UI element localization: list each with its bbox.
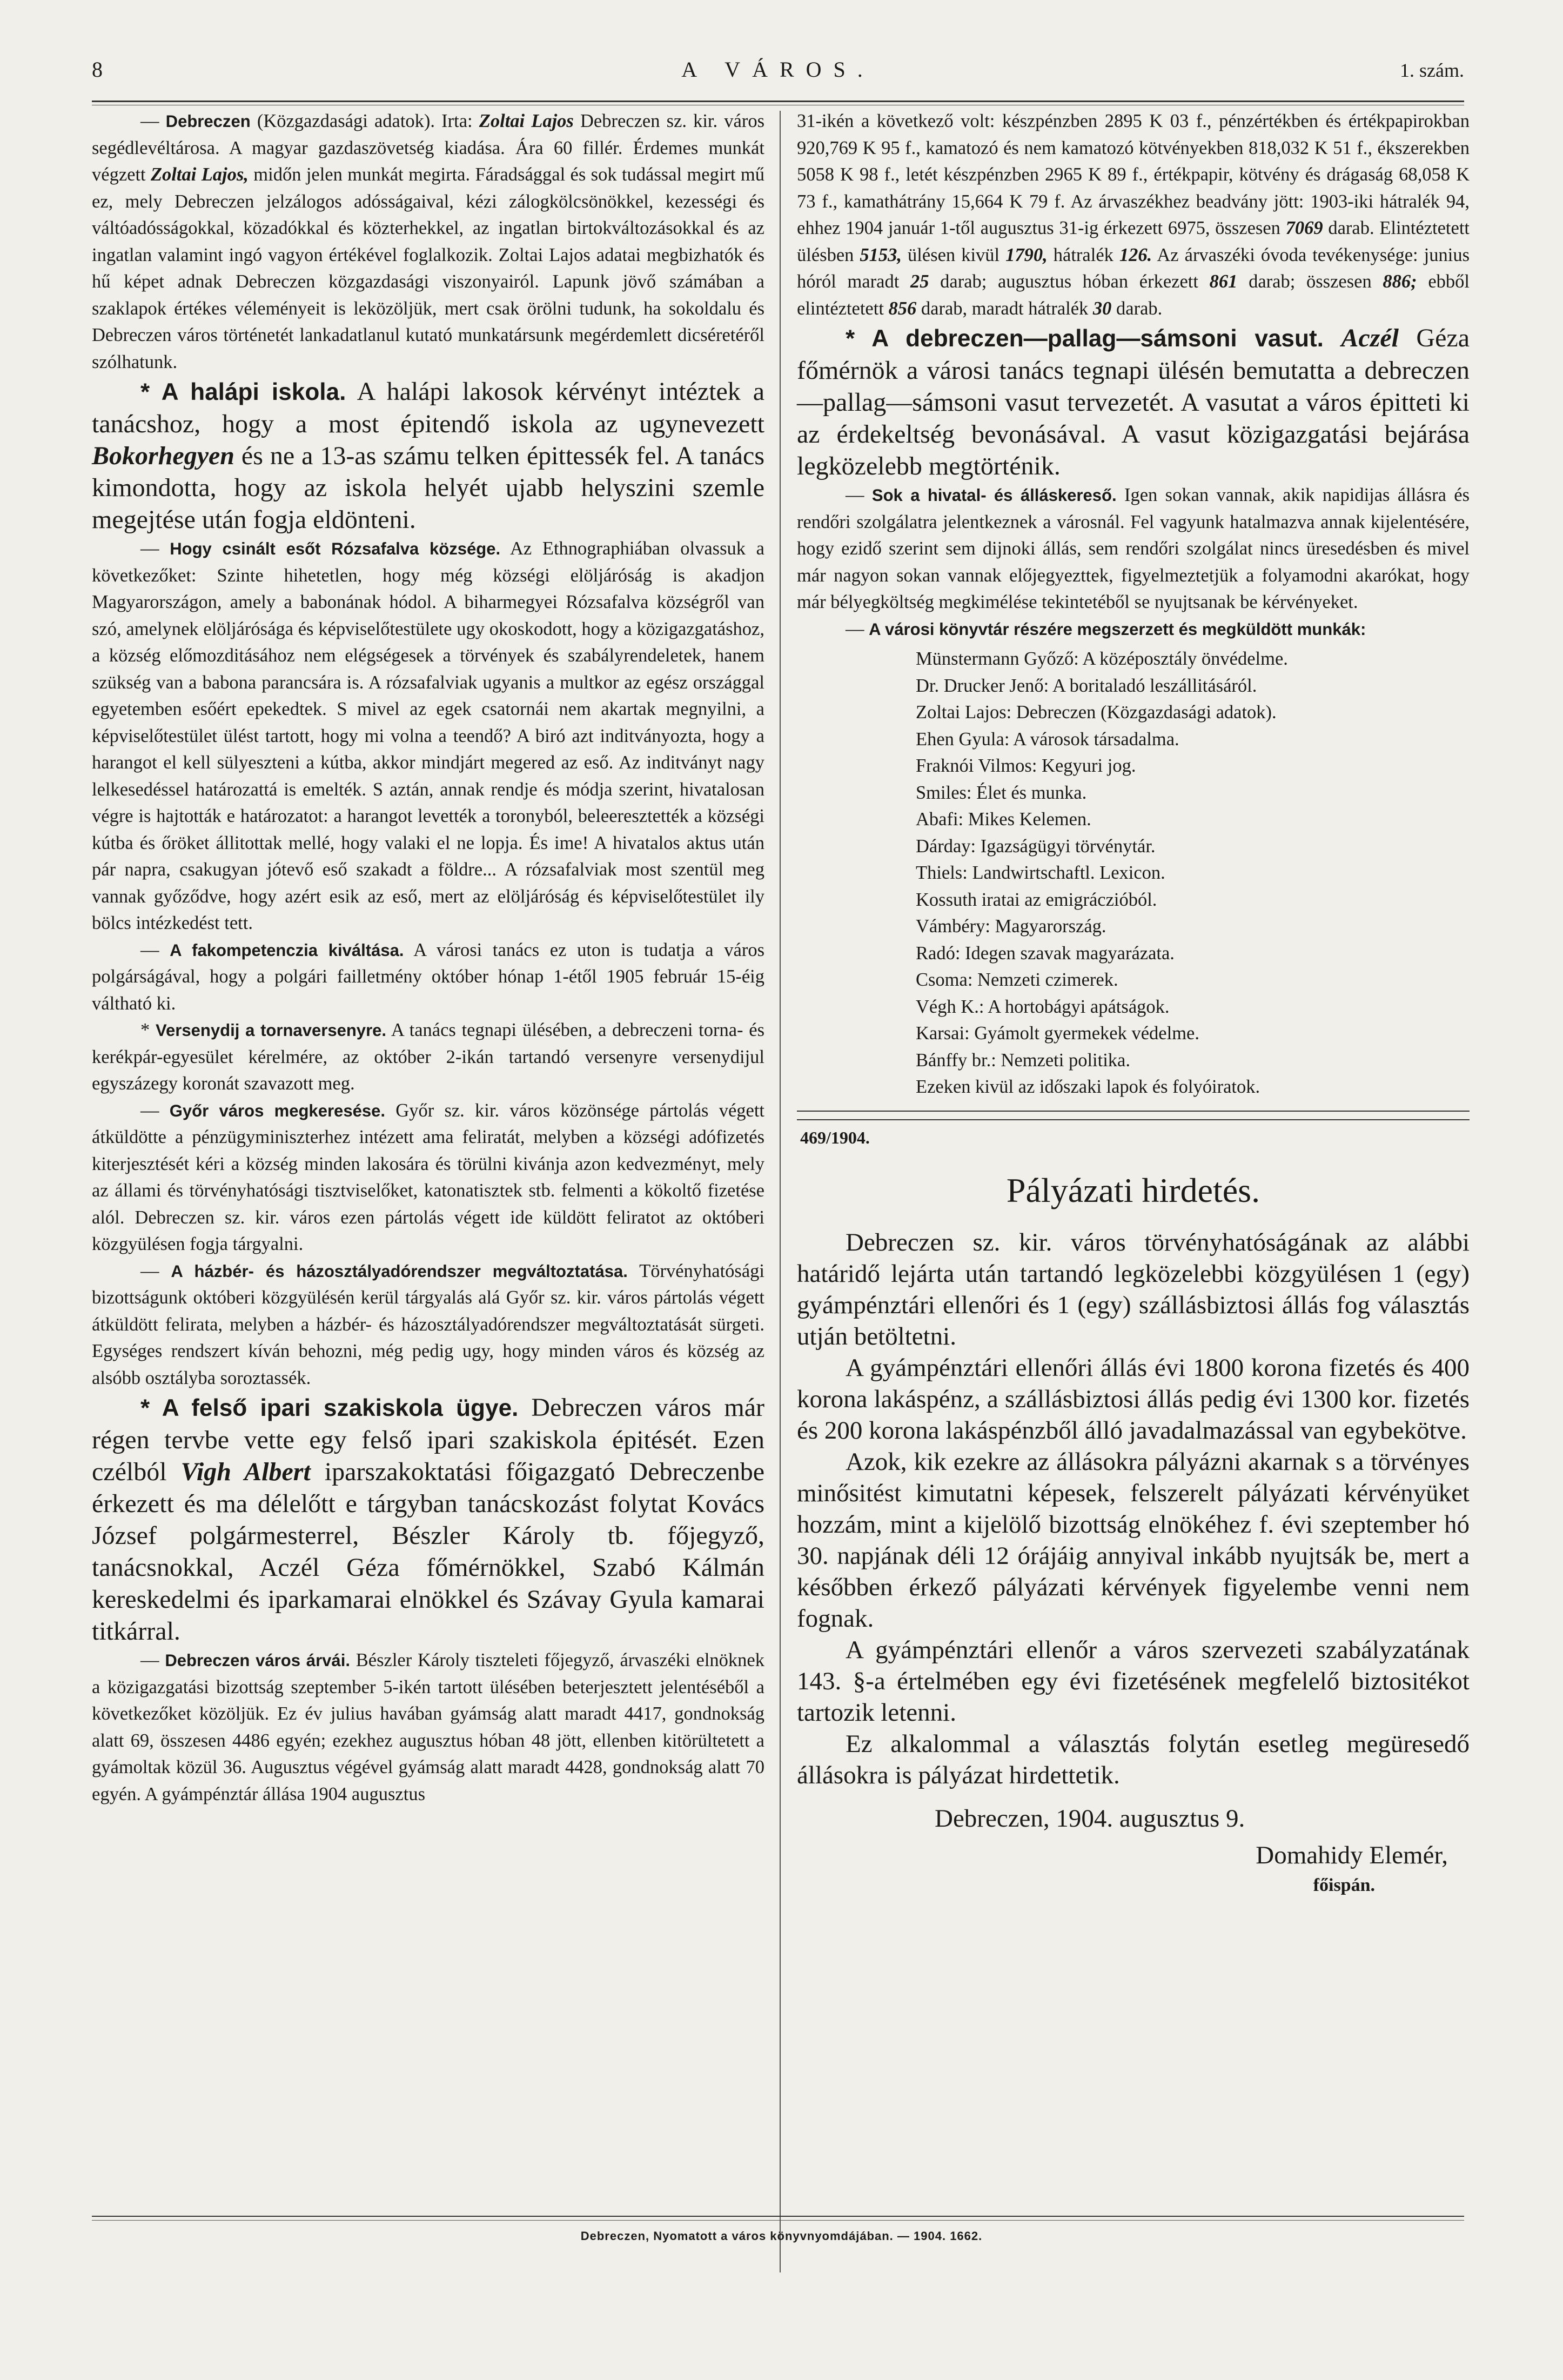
article-headline: Győr város megkeresése. <box>169 1101 386 1120</box>
article-text: Győr sz. kir. város közönsége pártolás végett átküldötte a pénzügyminiszterhez intézett ama feliratát, melyben a községi adófizetés kiterjesztését kéri a község minden lakosára és törülni kivánja azon kedvezményt, mely az állami és törvényhatósági tisztviselőket, katonatisztek stb. felmenti a kökoltő fizetése alól. Debreczen sz. kir. város ezen pártolás végett ide küldött feliratot az októberi közgyülésen fogja tárgyalni. <box>92 1100 764 1254</box>
article-headline: 30 <box>1092 298 1112 319</box>
library-list-item: Thiels: Landwirtschaftl. Lexicon. <box>916 863 1165 883</box>
notice-paragraph: Azok, kik ezekre az állásokra pályázni akarnak s a törvényes minősitést kimutatni képesek, felszerelt pályázati kérvényüket hozzám, mint a kijelölő bizottság elnökéhez f. évi szeptember hó 30. napjának déli 12 órájáig annyival inkább nyujtsák be, mert a későbben érkező pályázati kérvények figyelembe venni nem fognak. <box>797 1447 1470 1633</box>
left_column-article <box>92 376 764 536</box>
article-text: darab; augusztus hóban érkezett <box>929 271 1210 292</box>
article-text <box>1324 324 1341 352</box>
reference-number: 469/1904. <box>800 1127 870 1147</box>
article-headline: A házbér- és házosztályadórendszer megváltoztatása. <box>171 1261 628 1281</box>
printer-imprint: Debreczen, Nyomatott a város könyvnyomdájában. — 1904. 1662. <box>580 2229 983 2243</box>
article-headline: Bokorhegyen <box>92 442 234 470</box>
article-text: Debreczen sz. kir. város segédlevéltárosa. A magyar gazdaszövetség kiadása. Ára 60 fillér. Érdemes munkát végzett <box>92 111 765 185</box>
library-list-item: Abafi: Mikes Kelemen. <box>916 809 1091 830</box>
library-list-item: Ehen Gyula: A városok társadalma. <box>916 728 1179 750</box>
article-text: Géza főmérnök a városi tanács tegnapi ülésén bemutatta a debreczen—pallag—sámsoni vasut tervezetét. A vasutat a város épitteti ki az érdekeltség bevonásával. A vasut közigazgatási bejárása legközelebb megtörténik. <box>797 324 1470 480</box>
section-separator <box>797 1111 1470 1112</box>
library-list-item: Ezeken kivül az időszaki lapok és folyóiratok. <box>916 1077 1260 1097</box>
library-list-item: Kossuth iratai az emigráczióból. <box>916 889 1157 910</box>
left_column-article <box>92 108 764 376</box>
article-headline: 5153, <box>860 244 902 265</box>
article-text: Igen sokan vannak, akik napidijas állásra és rendőri szolgálatra jelentkeznek a városnál. Fel vagyunk hatalmazva annak kijelentésére, hogy ezidő szerint sem dijnoki állás, sem rendőri szolgálat nincs üresedésben és mivel már nagyon sokan vannak előjegyezttek, figyelmeztetjük a folyamodni akarókat, hogy már bélyegköltség megkimélése tekintetéből se nyujtsanak be kérvényeket. <box>797 485 1470 612</box>
article-headline: 861 <box>1209 271 1238 292</box>
article-text: Az árvaszéki óvoda tevékenysége: junius hóról maradt <box>797 244 1470 292</box>
article-headline: * A debreczen—pallag—sámsoni vasut. <box>846 325 1324 352</box>
article-text: — <box>140 1100 170 1121</box>
article-headline: 886; <box>1383 271 1417 292</box>
footer-rule-thin <box>92 2220 1464 2221</box>
article-text: és ne a 13-as számu telken épittessék fel. A tanács kimondotta, hogy az iskola helyét ujabb helyszini szemle megejtése után fogja eldönteni. <box>92 442 764 534</box>
tender-notice <box>797 1128 1470 1896</box>
article-text: — <box>140 939 170 960</box>
article-headline: Versenydij a tornaversenyre. <box>156 1021 387 1040</box>
library-list-item: Karsai: Gyámolt gyermekek védelme. <box>916 1023 1199 1044</box>
article-headline: Zoltai Lajos, <box>150 164 249 185</box>
article-headline: 25 <box>910 271 929 292</box>
article-headline: Zoltai Lajos <box>479 111 574 131</box>
notice-paragraph: A gyámpénztári ellenőr a város szervezeti szabályzatának 143. §-a értelmében egy évi fizetésének megfelelő biztositékot tartozik letenni. <box>797 1635 1470 1727</box>
notice-date: Debreczen, 1904. augusztus 9. <box>935 1804 1245 1833</box>
article-headline: Aczél <box>1341 324 1399 352</box>
article-text: 31-ikén a következő volt: készpénzben 2895 K 03 f., pénzértékben és értékpapirokban 920,769 K 95 f., kamatozó és nem kamatozó kötvényekben 818,032 K 51 f., ékszerekben 5058 K 98 f., letét készpénzben 2965 K 89 f., értékpapir, kötvény és drágaság 68,058 K 73 f., kamathátrány 15,664 K 79 f. Az árvaszékhez beadvány jött: 1903-iki hátralék 94, ehhez 1904 január 1-től augusztus 31-ig érkezett 6975, összesen <box>797 111 1470 238</box>
article-headline: A városi könyvtár részére megszerzett és megküldött munkák: <box>869 619 1366 639</box>
notice-title: Pályázati hirdetés. <box>1006 1171 1260 1209</box>
footer-rule <box>92 2216 1464 2217</box>
left_column-article <box>92 1258 764 1392</box>
left_column-article <box>92 536 764 937</box>
section-separator-thin <box>797 1119 1470 1120</box>
article-text: — <box>846 485 872 505</box>
issue-number: 1. szám. <box>1400 59 1464 81</box>
notice-paragraph: Debreczen sz. kir. város törvényhatóságának az alábbi határidő lejárta után tartandó legközelebbi közgyülésen 1 (egy) gyámpénztári ellenőri és 1 (egy) szállásbiztosi állás fog választás utján betöltetni. <box>797 1228 1470 1351</box>
right_column_top-article <box>797 322 1470 482</box>
page-header <box>92 51 1464 89</box>
article-text: darab. Elintéztetett ülésben <box>797 218 1470 265</box>
article-text: darab; összesen <box>1237 271 1383 292</box>
library-list-item: Smiles: Élet és munka. <box>916 782 1087 803</box>
article-headline: * A halápi iskola. <box>140 379 346 405</box>
article-headline: 1790, <box>1005 244 1048 265</box>
article-text: (Közgazdasági adatok). Irta: <box>250 111 479 131</box>
library-list-item: Münstermann Győző: A középosztály önvédelme. <box>916 649 1288 669</box>
notice-body <box>797 1227 1470 1791</box>
library-acquisitions-list <box>797 646 1470 1101</box>
article-headline: A fakompetenczia kiváltása. <box>170 940 404 960</box>
article-headline: Debreczen <box>165 112 251 131</box>
right_column_top-article <box>797 482 1470 616</box>
masthead-title: A VÁROS. <box>681 57 875 82</box>
article-headline: 126. <box>1119 244 1152 265</box>
notice-paragraph: Ez alkalommal a választás folytán esetleg megüresedő állásokra is pályázat hirdettetik. <box>797 1729 1470 1789</box>
library-list-item: Vámbéry: Magyarország. <box>916 916 1106 937</box>
library-list-item: Dárday: Igazságügyi törvénytár. <box>916 835 1156 857</box>
article-text: ebből elintéztetett <box>797 271 1470 319</box>
article-text: Az Ethnographiában olvassuk a következőket: Szinte hihetetlen, hogy még községi elöljáróság is akadjon Magyarországon, amely a babonának hódol. A biharmegyei Rózsafalva községről van szó, amelynek elöljárósága és képviselőtestülete ugy okoskodott, hogy a közigazgatáshoz, a község előmozditásához nem elégségesek a törvények és szabályrendeletek, hanem szükség van a babona parancsára is. A rózsafalviak ugyanis a multkor az egész országgal egyetemben esőért epekedtek. S mivel az egek csatornái nem akartak megnyilni, a képviselőtestület ülést tartott, hogy mi volna a teendő? A biró azt inditványozta, hogy a harangot el kell sülyeszteni a kútba, akkor mindjárt megered az eső. Az inditványt nagy lelkesedéssel határozattá is emelték. S aztán, annak rendje és módja szerint, hivatalosan végre is hajtották e határozatot: a harangot levették a toronyból, beleeresztették a községi kútba és őröket állitottak mellé, hogy valaki el ne lopja. És ime! A hivatalos aktus után pár napra, csakugyan jótevő eső szakadt a földre... A rózsafalviak most szentül meg vannak győződve, hogy azért esik az eső, mert az elöljáróság és képviselőtestület ily bölcs intézkedést tett. <box>92 538 764 933</box>
article-text: iparszakoktatási főigazgató Debreczenbe érkezett és ma délelőtt e tárgyban tanácskozást folytat Kovács József polgármesterrel, Bészler Károly tb. főjegyző, tanácsnokkal, Aczél Géza főmérnökkel, Szabó Kálmán kereskedelmi és iparkamarai elnökkel és Szávay Gyula kamarai titkárral. <box>92 1458 764 1646</box>
article-text: — <box>140 538 170 559</box>
right-column-news <box>797 108 1470 643</box>
article-headline: Vigh Albert <box>180 1458 311 1486</box>
signer-name: Domahidy Elemér, <box>1256 1841 1448 1869</box>
library-list-item: Bánffy br.: Nemzeti politika. <box>916 1049 1130 1071</box>
article-text: — <box>846 618 869 639</box>
article-headline: 7069 <box>1285 218 1323 238</box>
article-text: * <box>140 1020 156 1040</box>
left_column-article <box>92 1647 764 1808</box>
library-list-item: Fraknói Vilmos: Kegyuri jog. <box>916 756 1136 776</box>
article-text: hátralék <box>1047 244 1119 265</box>
article-text: A városi tanács ez uton is tudatja a város polgárságával, hogy a polgári failletmény október hónap 1-étől 1905 február 15-éig váltható ki. <box>92 939 765 1014</box>
header-rule <box>92 101 1464 102</box>
right_column_top-article <box>797 108 1470 322</box>
article-text: A halápi lakosok kérvényt intéztek a tanácshoz, hogy a most épitendő iskola az ugynevezett <box>92 377 764 438</box>
article-text: — <box>140 1260 171 1281</box>
left_column-article <box>92 1098 764 1258</box>
left_column-article <box>92 1017 764 1098</box>
article-headline: Debreczen város árvái. <box>165 1651 350 1670</box>
left-column <box>92 108 764 1808</box>
column-divider <box>780 111 781 2272</box>
article-headline: Sok a hivatal- és álláskereső. <box>871 486 1117 505</box>
article-text: A tanács tegnapi ülésében, a debreczeni torna- és kerékpár-egyesület kérelmére, az október 2-ikán tartandó versenyre versenydijul egyszázegy koronát szavazott meg. <box>92 1020 764 1094</box>
article-text: darab, maradt hátralék <box>916 298 1093 319</box>
article-text: midőn jelen munkát megirta. Fáradsággal és sok tudással megirt mű ez, mely Debreczen jelzálogos adósságaival, kézi zálogkölcsönökkel, kezességi és váltóadósságokkal, közadókkal és közterhekkel, az ingatlan birtokváltozásokkal és az ingatlan valamint ingó vagyon értékével foglalkozik. Zoltai Lajos adatai megbizhatók és hű képet adnak Debreczen közgazdasági viszonyairól. Lapunk jövő számában a szaklapok értékes véleményeit is leközöljük, mert csak örölni tudunk, ha sokoldalu és Debreczen város történetét lankadatlanul kutató munkatársunk megérdemlett dicséretéről szólhatunk. <box>92 164 764 372</box>
article-text: — <box>140 111 166 131</box>
library-list-item: Csoma: Nemzeti czimerek. <box>916 970 1118 990</box>
page-number: 8 <box>92 57 103 82</box>
library-list-item: Végh K.: A hortobágyi apátságok. <box>916 996 1170 1017</box>
library-list-item: Zoltai Lajos: Debreczen (Közgazdasági adatok). <box>916 702 1277 723</box>
article-text: Debreczen város már régen tervbe vette egy felső ipari szakiskola épitését. Ezen czélból <box>92 1393 764 1486</box>
article-headline: 856 <box>888 298 917 319</box>
right_column_top-article <box>797 616 1470 643</box>
notice-paragraph: A gyámpénztári ellenőri állás évi 1800 korona fizetés és 400 korona lakáspénz, a szállásbiztosi állás pedig évi 1300 kor. fizetés és 200 korona lakáspénzből álló javadalmazással van egybekötve. <box>797 1353 1470 1445</box>
article-text: Törvényhatósági bizottságunk októberi közgyülésén kerül tárgyalás alá Győr sz. kir. város pártolás végett átküldött felirata, melyben a házbér- és házosztályadórendszer megváltoztatását sürgeti. Egységes rendszert kíván behozni, még pedig ugy, hogy minden város és község az alsóbb osztályba soroztassék. <box>92 1260 765 1388</box>
article-text: — <box>140 1650 165 1670</box>
signer-role: főispán. <box>1313 1875 1375 1895</box>
right-column <box>797 108 1470 1896</box>
library-list-item: Dr. Drucker Jenő: A boritaladó leszállitásáról. <box>916 675 1257 696</box>
article-headline: Hogy csinált esőt Rózsafalva községe. <box>170 539 501 558</box>
article-headline: * A felső ipari szakiskola ügye. <box>140 1395 519 1421</box>
left_column-article <box>92 937 764 1018</box>
article-text: Bészler Károly tiszteleti főjegyző, árvaszéki elnöknek a közigazgatási bizottság szeptember 5-ikén tartott ülésében beterjesztett jelentéséből a következőket közöljük. Ez év julius havában gyámság alatt maradt 4417, gondnokság alatt 69, összesen 4486 egyén; ezekhez augusztus hóban 48 jött, ellenben kitörültetett a gyámoltak közül 36. Augusztus végével gyámság alatt maradt 4428, gondnokság alatt 70 egyén. A gyámpénztár állása 1904 augusztus <box>92 1650 764 1804</box>
left_column-article <box>92 1392 764 1647</box>
article-text: ülésen kivül <box>902 244 1006 265</box>
library-list-item: Radó: Idegen szavak magyarázata. <box>916 942 1175 964</box>
article-text: darab. <box>1111 298 1163 319</box>
